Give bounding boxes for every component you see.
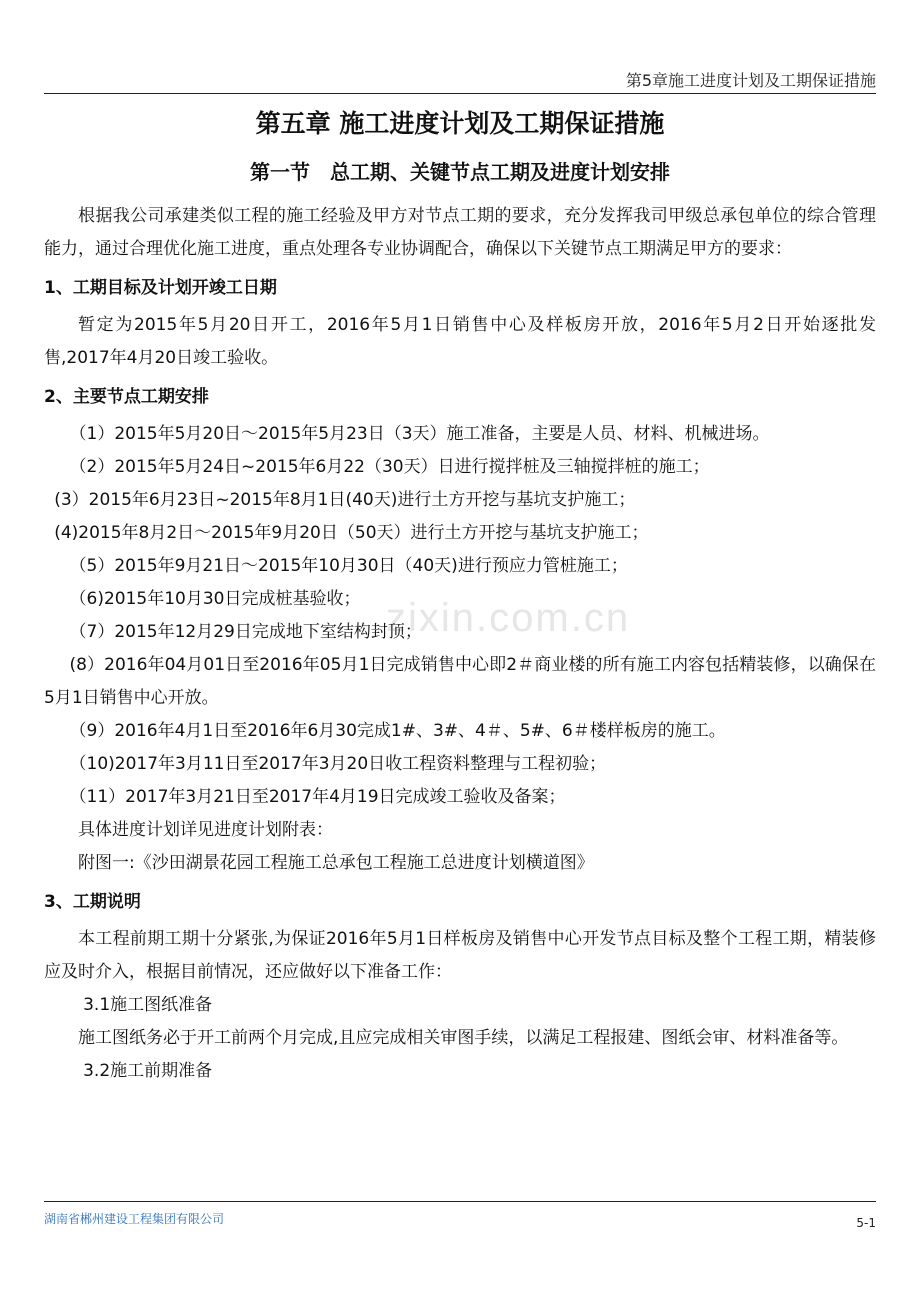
milestone-item: （2）2015年5月24日~2015年6月22（30天）日进行搅拌桩及三轴搅拌桩的施工； xyxy=(69,457,710,477)
milestone-item: （5）2015年9月21日～2015年10月30日（40天)进行预应力管桩施工； xyxy=(69,556,628,576)
milestone-item: （6)2015年10月30日完成桩基验收； xyxy=(69,589,361,609)
milestone-item: （10)2017年3月11日至2017年3月20日收工程资料整理与工程初验； xyxy=(69,754,607,774)
document-body xyxy=(44,200,876,1088)
page-number: 5-1 xyxy=(856,1216,876,1230)
heading-schedule-target: 1、工期目标及计划开竣工日期 xyxy=(44,278,277,298)
subheading-drawings: 3.1施工图纸准备 xyxy=(83,995,213,1015)
milestone-item: (8）2016年04月01日至2016年05月1日完成销售中心即2＃商业楼的所有施工内容包括精装修，以确保在5月1日销售中心开放。 xyxy=(44,655,876,708)
duration-notes-paragraph: 本工程前期工期十分紧张,为保证2016年5月1日样板房及销售中心开发节点目标及整个工程工期，精装修应及时介入，根据目前情况，还应做好以下准备工作： xyxy=(44,929,876,982)
milestone-item: (4)2015年8月2日～2015年9月20日（50天）进行土方开挖与基坑支护施工； xyxy=(54,523,649,543)
section-title: 第一节 总工期、关键节点工期及进度计划安排 xyxy=(250,160,670,184)
milestone-item: （11）2017年3月21日至2017年4月19日完成竣工验收及备案； xyxy=(69,787,566,807)
detail-note: 具体进度计划详见进度计划附表： xyxy=(78,820,333,840)
drawings-paragraph: 施工图纸务必于开工前两个月完成,且应完成相关审图手续，以满足工程报建、图纸会审、材料准备等。 xyxy=(78,1028,849,1048)
heading-duration-notes: 3、工期说明 xyxy=(44,892,141,912)
watermark-text: zixin.com.cn xyxy=(386,596,631,640)
milestone-item: (3）2015年6月23日~2015年8月1日(40天)进行土方开挖与基坑支护施工； xyxy=(54,490,636,510)
footer-divider xyxy=(44,1201,876,1202)
intro-paragraph: 根据我公司承建类似工程的施工经验及甲方对节点工期的要求，充分发挥我司甲级总承包单位的综合管理能力，通过合理优化施工进度，重点处理各专业协调配合，确保以下关键节点工期满足甲方的要求： xyxy=(44,206,876,259)
footer-company: 湖南省郴州建设工程集团有限公司 xyxy=(44,1212,225,1226)
subheading-preparation: 3.2施工前期准备 xyxy=(83,1061,213,1081)
heading-milestones: 2、主要节点工期安排 xyxy=(44,387,209,407)
chapter-title: 第五章 施工进度计划及工期保证措施 xyxy=(255,109,665,138)
milestone-item: （9）2016年4月1日至2016年6月30完成1#、3#、4＃、5#、6＃楼样板房的施工。 xyxy=(69,721,726,741)
appendix-reference: 附图一:《沙田湖景花园工程施工总承包工程施工总进度计划横道图》 xyxy=(78,853,594,873)
schedule-target-paragraph: 暂定为2015年5月20日开工，2016年5月1日销售中心及样板房开放，2016年5月2日开始逐批发售,2017年4月20日竣工验收。 xyxy=(44,315,876,368)
running-header: 第5章施工进度计划及工期保证措施 xyxy=(625,71,876,90)
milestone-item: （1）2015年5月20日～2015年5月23日（3天）施工准备，主要是人员、材料、机械进场。 xyxy=(69,424,770,444)
header-divider xyxy=(44,93,876,94)
milestone-item: （7）2015年12月29日完成地下室结构封顶； xyxy=(69,622,422,642)
